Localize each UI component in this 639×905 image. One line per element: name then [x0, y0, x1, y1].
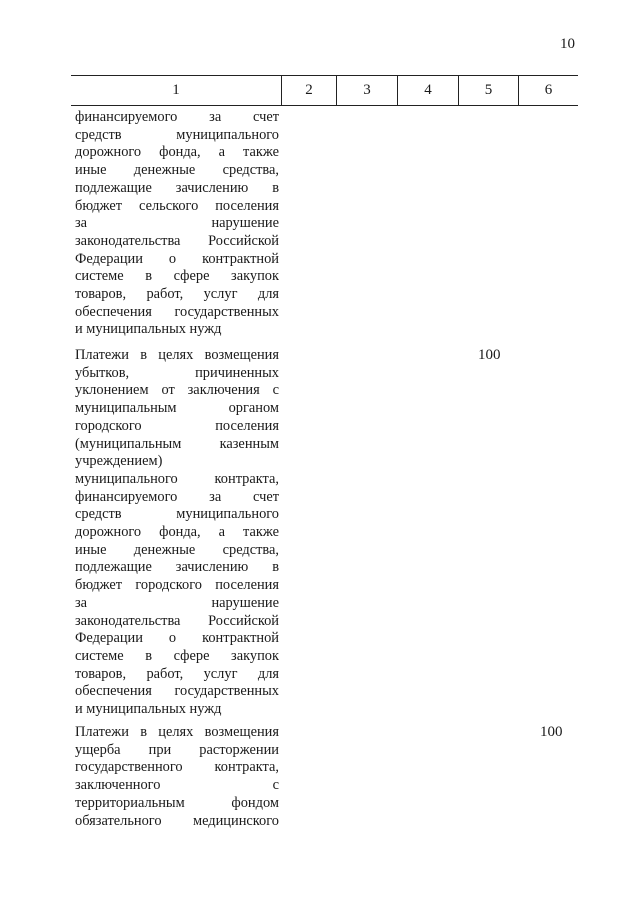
- entry-line: Федерации о контрактной: [75, 630, 279, 647]
- entry-line: уклонением от заключения с: [75, 382, 279, 399]
- entry-line: ущерба при расторжении: [75, 741, 279, 758]
- entry-line: обеспечения государственных: [75, 303, 279, 320]
- entry-value: 100: [540, 724, 563, 740]
- column-header-6: 6: [518, 76, 578, 105]
- entry-line: подлежащие зачислению в: [75, 559, 279, 576]
- entry-description: [75, 724, 279, 830]
- entry-line: системе в сфере закупок: [75, 647, 279, 664]
- entry-line: средств муниципального: [75, 506, 279, 523]
- entry-description: [75, 109, 279, 339]
- entry-line: муниципального контракта,: [75, 470, 279, 487]
- entry-line: обязательного медицинского: [75, 812, 279, 829]
- entry-value: 100: [478, 347, 501, 363]
- entry-line: иные денежные средства,: [75, 541, 279, 558]
- entry-line: территориальным фондом: [75, 794, 279, 811]
- column-header-1: 1: [172, 82, 180, 98]
- entry-line: и муниципальных нужд: [75, 701, 222, 718]
- entry-line: товаров, работ, услуг для: [75, 286, 279, 303]
- column-header-5: 5: [458, 76, 518, 105]
- entry-line: подлежащие зачислению в: [75, 179, 279, 196]
- entry-line: государственного контракта,: [75, 759, 279, 776]
- entry-line: за нарушение: [75, 215, 279, 232]
- entry-line: Платежи в целях возмещения: [75, 347, 279, 363]
- entry-line: Платежи в целях возмещения: [75, 724, 279, 740]
- page-number: 10: [560, 36, 575, 52]
- entry-line: заключенного с: [75, 777, 279, 794]
- entry-line: за нарушение: [75, 594, 279, 611]
- column-header-3: 3: [336, 76, 397, 105]
- entry-line: обеспечения государственных: [75, 683, 279, 700]
- column-header-2: 2: [281, 76, 336, 105]
- entry-line: законодательства Российской: [75, 232, 279, 249]
- entry-line: дорожного фонда, а также: [75, 144, 279, 161]
- entry-line: средств муниципального: [75, 126, 279, 143]
- entry-line: товаров, работ, услуг для: [75, 665, 279, 682]
- table-header-row: [71, 75, 578, 106]
- entry-line: финансируемого за счет: [75, 488, 279, 505]
- entry-line: учреждением): [75, 453, 163, 470]
- entry-line: бюджет городского поселения: [75, 577, 279, 594]
- entry-line: бюджет сельского поселения: [75, 197, 279, 214]
- column-header-4: 4: [397, 76, 458, 105]
- entry-line: (муниципальным казенным: [75, 435, 279, 452]
- entry-line: законодательства Российской: [75, 612, 279, 629]
- entry-line: иные денежные средства,: [75, 162, 279, 179]
- entry-line: убытков, причиненных: [75, 364, 279, 381]
- entry-line: муниципальным органом: [75, 400, 279, 417]
- entry-line: дорожного фонда, а также: [75, 524, 279, 541]
- entry-description: [75, 347, 279, 719]
- entry-line: городского поселения: [75, 417, 279, 434]
- entry-line: Федерации о контрактной: [75, 250, 279, 267]
- entry-line: финансируемого за счет: [75, 109, 279, 125]
- entry-line: и муниципальных нужд: [75, 321, 222, 338]
- entry-line: системе в сфере закупок: [75, 268, 279, 285]
